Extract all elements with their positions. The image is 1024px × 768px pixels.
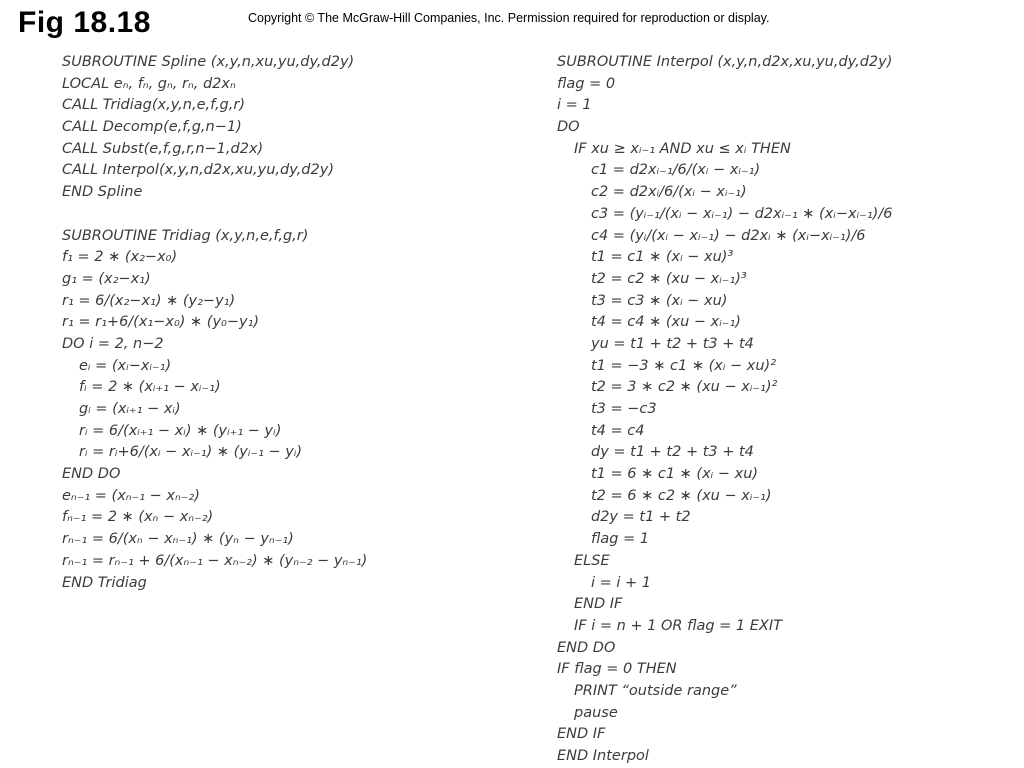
code-line: CALL Subst(e,f,g,r,n−1,d2x) [62,140,264,157]
code-line: c3 = (yᵢ₋₁/(xᵢ − xᵢ₋₁) − d2xᵢ₋₁ ∗ (xᵢ−xᵢ₋₁)/6 [591,205,893,222]
code-line: SUBROUTINE Spline (x,y,n,xu,yu,dy,d2y) [62,54,355,70]
spline-subroutine-block [62,52,367,204]
code-line: CALL Decomp(e,f,g,n−1) [62,119,242,136]
code-line: CALL Interpol(x,y,n,d2x,xu,yu,dy,d2y) [62,162,334,179]
code-line: rᵢ = 6/(xᵢ₊₁ − xᵢ) ∗ (yᵢ₊₁ − yᵢ) [79,422,282,439]
code-line: c2 = d2xᵢ/6/(xᵢ − xᵢ₋₁) [591,184,747,201]
code-line: CALL Tridiag(x,y,n,e,f,g,r) [62,97,245,114]
code-line: t1 = c1 ∗ (xᵢ − xu)³ [591,249,734,266]
code-line: eᵢ = (xᵢ−xᵢ₋₁) [79,357,172,374]
code-line: rₙ₋₁ = rₙ₋₁ + 6/(xₙ₋₁ − xₙ₋₂) ∗ (yₙ₋₂ − yₙ₋₁) [62,552,368,569]
code-line: c1 = d2xᵢ₋₁/6/(xᵢ − xᵢ₋₁) [591,162,761,179]
code-line: fₙ₋₁ = 2 ∗ (xₙ − xₙ₋₂) [62,509,214,526]
code-line: t2 = 3 ∗ c2 ∗ (xu − xᵢ₋₁)² [591,379,778,396]
block-spacer [62,204,367,226]
code-line: t3 = −c3 [591,401,657,417]
code-line: i = i + 1 [591,574,652,591]
code-line: c4 = (yᵢ/(xᵢ − xᵢ₋₁) − d2xᵢ ∗ (xᵢ−xᵢ₋₁)/6 [591,227,866,244]
code-line: END Interpol [557,748,649,764]
code-line: d2y = t1 + t2 [591,509,691,526]
code-line: LOCAL eₙ, fₙ, gₙ, rₙ, d2xₙ [62,75,236,92]
code-line: END IF [574,596,623,613]
code-line: SUBROUTINE Tridiag (x,y,n,e,f,g,r) [62,227,309,244]
code-line: eₙ₋₁ = (xₙ₋₁ − xₙ₋₂) [62,487,200,504]
code-line: SUBROUTINE Interpol (x,y,n,d2x,xu,yu,dy,d2y) [557,54,893,70]
code-line: IF flag = 0 THEN [557,661,677,678]
code-line: rₙ₋₁ = 6/(xₙ − xₙ₋₁) ∗ (yₙ − yₙ₋₁) [62,531,294,548]
code-line: END Spline [62,184,143,201]
left-code-column [62,52,367,594]
code-line: fᵢ = 2 ∗ (xᵢ₊₁ − xᵢ₋₁) [79,379,221,396]
code-line: t1 = −3 ∗ c1 ∗ (xᵢ − xu)² [591,357,777,374]
code-line: pause [574,704,618,721]
copyright-notice: Copyright © The McGraw-Hill Companies, Inc. Permission required for reproduction or display. [248,11,770,25]
code-line: ELSE [574,552,610,569]
code-line: END Tridiag [62,574,147,591]
code-line: END DO [62,466,121,483]
code-line: IF i = n + 1 OR flag = 1 EXIT [574,617,782,634]
code-line: r₁ = 6/(x₂−x₁) ∗ (y₂−y₁) [62,292,236,309]
code-line: flag = 0 [557,75,616,92]
code-line: t4 = c4 ∗ (xu − xᵢ₋₁) [591,314,741,331]
code-line: t2 = c2 ∗ (xu − xᵢ₋₁)³ [591,270,747,287]
interpol-subroutine-block [557,52,892,768]
right-code-column [557,52,892,768]
tridiag-subroutine-block [62,226,367,595]
code-line: IF xu ≥ xᵢ₋₁ AND xu ≤ xᵢ THEN [574,140,791,157]
code-line: g₁ = (x₂−x₁) [62,270,151,287]
code-line: t4 = c4 [591,422,645,439]
code-line: t3 = c3 ∗ (xᵢ − xu) [591,292,728,309]
code-line: r₁ = r₁+6/(x₁−x₀) ∗ (y₀−y₁) [62,314,260,331]
code-line: gᵢ = (xᵢ₊₁ − xᵢ) [79,401,181,417]
code-line: END DO [557,639,616,656]
code-line: DO i = 2, n−2 [62,335,164,352]
code-line: yu = t1 + t2 + t3 + t4 [591,335,754,352]
code-line: rᵢ = rᵢ+6/(xᵢ − xᵢ₋₁) ∗ (yᵢ₋₁ − yᵢ) [79,444,303,461]
code-line: END IF [557,726,606,743]
code-line: f₁ = 2 ∗ (x₂−x₀) [62,249,178,266]
code-line: DO [557,119,580,136]
code-line: PRINT “outside range” [574,682,737,699]
code-line: i = 1 [557,97,592,114]
code-line: t1 = 6 ∗ c1 ∗ (xᵢ − xu) [591,466,759,483]
code-line: dy = t1 + t2 + t3 + t4 [591,444,754,461]
figure-title: Fig 18.18 [18,6,151,39]
code-line: flag = 1 [591,531,650,548]
code-line: t2 = 6 ∗ c2 ∗ (xu − xᵢ₋₁) [591,487,772,504]
